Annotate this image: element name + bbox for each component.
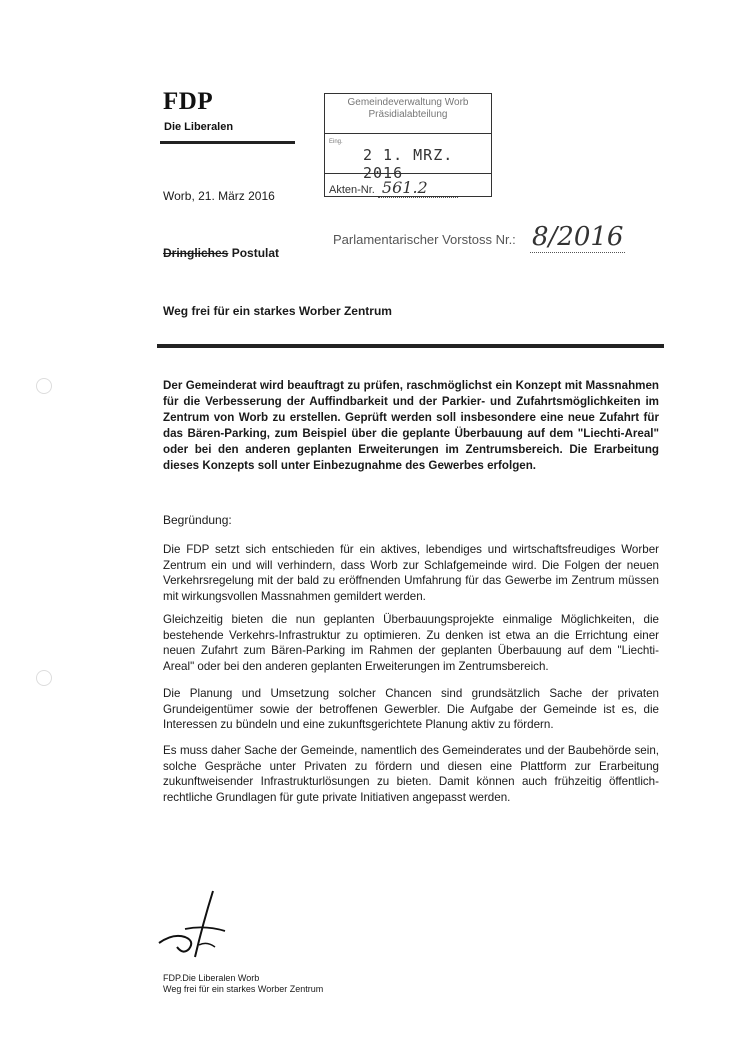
- stamp-file-row: [329, 178, 458, 197]
- motion-text: Der Gemeinderat wird beauftragt zu prüfen, raschmöglichst ein Konzept mit Massnahmen für die Verbesserung der Auffindbarkeit und der Parkier- und Zufahrtsmöglichkeiten im Zentrum von Worb zu erstellen. Geprüft werden soll insbesondere eine neue Zufahrt für das Bären-Parking, zum Beispiel über die geplante Überbauung auf dem "Liechti-Areal" oder bei den anderen geplanten Erweiterungen im Zentrumsbereich. Die Erarbeitung dieses Konzepts soll unter Einbezugnahme des Gewerbes erfolgen.: [163, 379, 659, 472]
- reasoning-paragraph: Es muss daher Sache der Gemeinde, namentlich des Gemeinderates und der Baubehörde sein, solche Gespräche unter Privaten zu fördern und diesen eine Plattform zur Erarbeitung zukunftweisender Infrastrukturlösungen zu bieten. Damit können auch frühzeitig öffentlich-rechtliche Grundlagen für gute private Initiativen angepasst werden.: [163, 744, 659, 804]
- stamp-akten-label: Akten-Nr.: [329, 184, 375, 196]
- reasoning-paragraph: Die FDP setzt sich entschieden für ein aktives, lebendiges und wirtschaftsfreudiges Worber Zentrum ein und will verhindern, dass Worb zur Schlafgemeinde wird. Die Folgen der neuen Verkehrsregelung mit der bald zu eröffnenden Umfahrung für das Gewerbe im Zentrum müssen mit wirkungsvollen Massnahmen gemildert werden.: [163, 543, 659, 603]
- reasoning-paragraph: Gleichzeitig bieten die nun geplanten Überbauungsprojekte einmalige Möglichkeiten, die bestehende Verkehrs-Infrastruktur zu optimieren. Zu denken ist etwa an die Errichtung einer neuen Zufahrt zum Bären-Parking im Rahmen der geplanten Überbauung auf dem "Liechti-Areal" oder bei den anderen geplanten Erweiterungen im Zentrumsbereich.: [163, 613, 659, 673]
- stamp-date: 2 1. MRZ. 2016: [363, 146, 454, 182]
- footer-party: FDP.Die Liberalen Worb: [163, 973, 260, 983]
- vorstoss-label: Parlamentarischer Vorstoss Nr.:: [333, 232, 516, 247]
- stamp-office-line2: Präsidialabteilung: [368, 109, 448, 120]
- document-type-text: Postulat: [231, 246, 280, 260]
- reasoning-heading: Begründung:: [163, 513, 232, 527]
- document-type-struck: Dringliches: [163, 246, 229, 260]
- party-logo-title: FDP: [163, 88, 214, 115]
- punch-hole-mark: [36, 670, 52, 686]
- reasoning-paragraph: Die Planung und Umsetzung solcher Chancen sind grundsätzlich Sache der privaten Grundeigentümer sowie der betroffenen Gewerbler. Die Aufgabe der Gemeinde ist es, die Interessen zu bündeln und eine zukunftsgerichtete Planung aktiv zu fördern.: [163, 687, 659, 731]
- document-subject: Weg frei für ein starkes Worber Zentrum: [163, 304, 392, 318]
- stamp-office: [325, 94, 491, 134]
- section-divider: [157, 344, 664, 348]
- vorstoss-number: 8/2016: [532, 222, 624, 252]
- place-date: Worb, 21. März 2016: [163, 189, 275, 203]
- receipt-stamp: [324, 93, 492, 197]
- stamp-eingang-label: Eing.: [329, 139, 343, 145]
- logo-underline: [160, 141, 295, 144]
- stamp-date-row: [325, 134, 491, 182]
- punch-hole-mark: [36, 378, 52, 394]
- document-type: [163, 246, 279, 260]
- party-logo-subtitle: Die Liberalen: [164, 121, 234, 133]
- stamp-akten-number: 561.2: [378, 178, 458, 198]
- stamp-office-line1: Gemeindeverwaltung Worb: [347, 97, 469, 108]
- handwritten-signature: [155, 885, 235, 965]
- footer-subject: Weg frei für ein starkes Worber Zentrum: [163, 984, 324, 994]
